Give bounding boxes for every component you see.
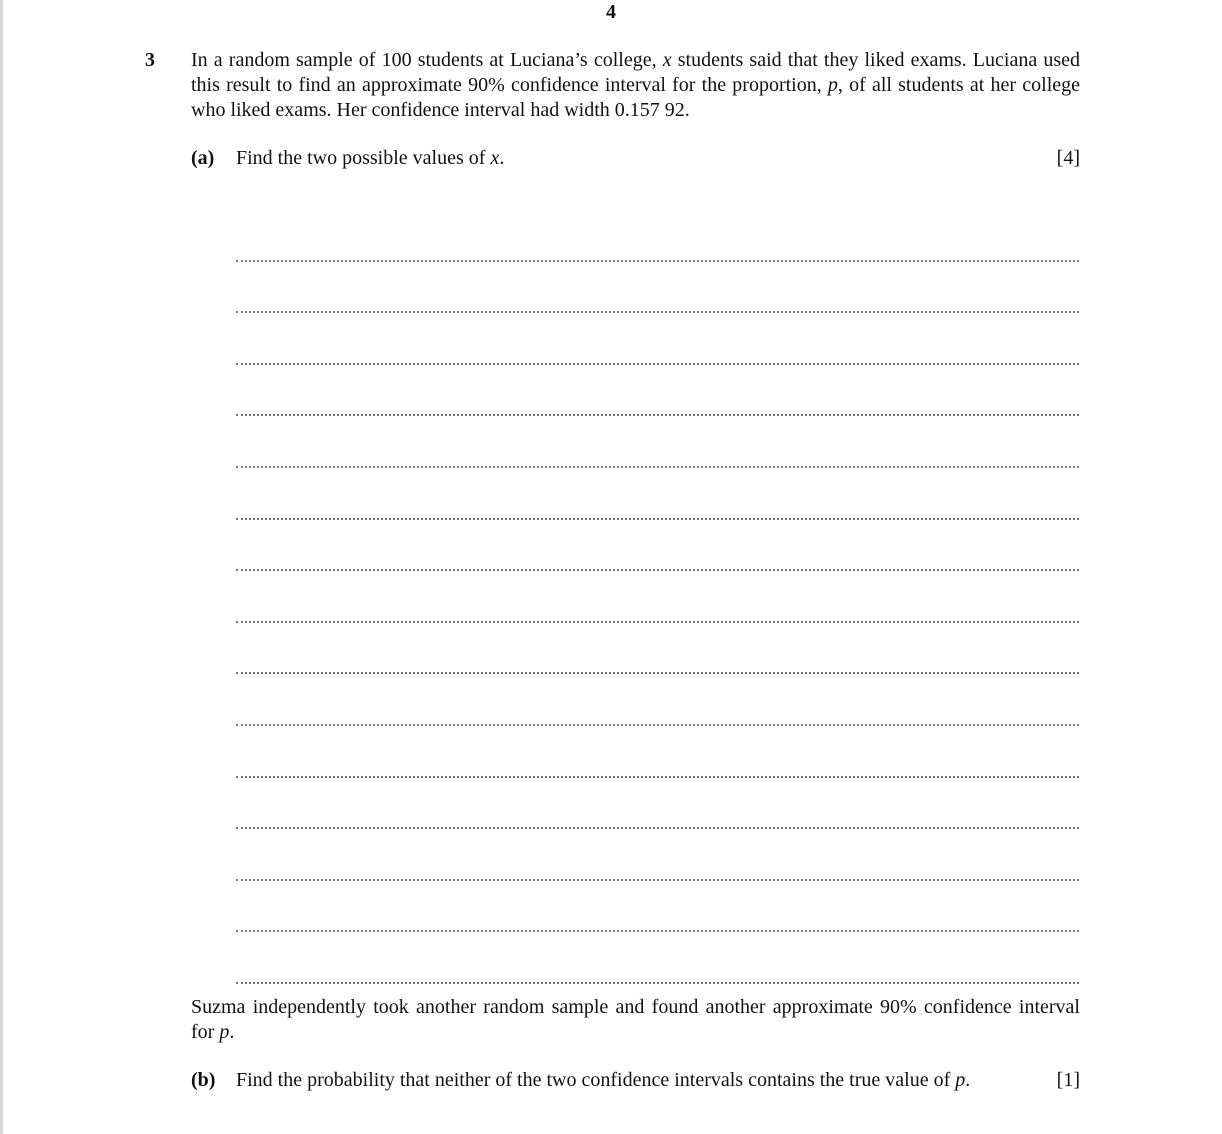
answer-line[interactable] bbox=[236, 778, 1079, 830]
stem-text-1: In a random sample of 100 students at Luciana’s college, bbox=[191, 49, 663, 71]
answer-line[interactable] bbox=[236, 313, 1079, 365]
answer-line[interactable] bbox=[236, 726, 1079, 778]
part-a-end: . bbox=[499, 147, 505, 169]
question-number: 3 bbox=[145, 49, 155, 71]
part-b-prompt: Find the probability that neither of the two confidence intervals contains the true value of bbox=[236, 1069, 956, 1091]
part-a-label: (a) bbox=[191, 147, 215, 169]
answer-line[interactable] bbox=[236, 881, 1079, 933]
answer-line[interactable] bbox=[236, 623, 1079, 675]
stem-variable-x: x bbox=[662, 49, 672, 71]
page-left-edge bbox=[0, 0, 3, 1134]
answer-line[interactable] bbox=[236, 468, 1079, 520]
part-b-marks: [1] bbox=[1056, 1069, 1080, 1091]
answer-lines-part-a bbox=[236, 210, 1079, 984]
page-number: 4 bbox=[606, 1, 616, 23]
answer-line[interactable] bbox=[236, 571, 1079, 623]
answer-line[interactable] bbox=[236, 932, 1079, 984]
answer-line[interactable] bbox=[236, 210, 1079, 262]
answer-line[interactable] bbox=[236, 829, 1079, 881]
answer-line[interactable] bbox=[236, 520, 1079, 572]
interlude-variable-p: p bbox=[219, 1021, 230, 1043]
part-b-end: . bbox=[965, 1069, 971, 1091]
part-b-label: (b) bbox=[191, 1069, 216, 1091]
question-stem bbox=[191, 48, 1080, 123]
part-a-text bbox=[236, 146, 504, 171]
stem-text-3: , of all students at her college who liked exams. Her confidence interval had width 0.157 92. bbox=[191, 74, 1081, 121]
part-a-prompt: Find the two possible values of bbox=[236, 147, 491, 169]
interlude-text-1: Suzma independently took another random sample and found another approximate 90% confidence interval for bbox=[191, 996, 1080, 1043]
answer-line[interactable] bbox=[236, 674, 1079, 726]
answer-line[interactable] bbox=[236, 262, 1079, 314]
part-b-variable: p bbox=[955, 1069, 966, 1091]
stem-variable-p: p bbox=[827, 74, 838, 96]
interlude-text bbox=[191, 995, 1080, 1045]
part-b-text bbox=[236, 1068, 970, 1093]
interlude-text-2: . bbox=[229, 1021, 235, 1043]
part-a-marks: [4] bbox=[1056, 147, 1080, 169]
stem-text-2: students said that they liked exams. Luciana used this result to find an approximate 90% confidence interval for the proportion, bbox=[191, 49, 1080, 96]
answer-line[interactable] bbox=[236, 365, 1079, 417]
part-a-variable: x bbox=[490, 147, 500, 169]
answer-line[interactable] bbox=[236, 416, 1079, 468]
